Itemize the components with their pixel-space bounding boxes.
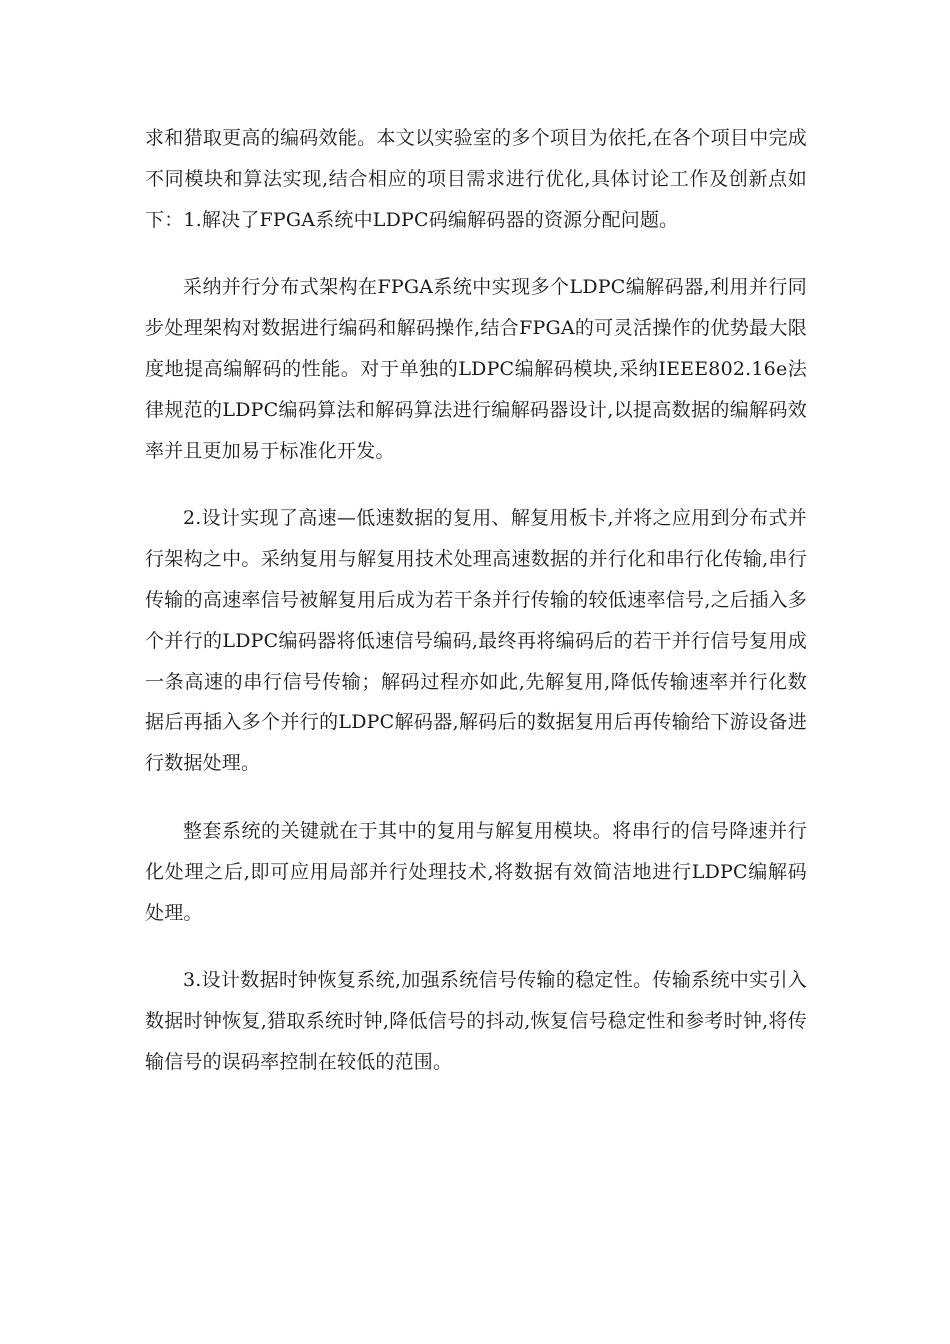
paragraph-system-key: 整套系统的关键就在于其中的复用与解复用模块。将串行的信号降速并行化处理之后,即可应用局部并行处理技术,将数据有效简洁地进行LDPC编解码处理。 <box>145 819 807 924</box>
paragraph-parallel-architecture: 采纳并行分布式架构在FPGA系统中实现多个LDPC编解码器,利用并行同步处理架构对数据进行编码和解码操作,结合FPGA的可灵活操作的优势最大限度地提高编解码的性能。对于单独的LDPC编解码模块,采纳IEEE802.16e法律规范的LDPC编码算法和解码算法进行编解码器设计,以提高数据的编解码效率并且更加易于标准化开发。 <box>145 276 807 462</box>
paragraph-continuation: 求和猎取更高的编码效能。本文以实验室的多个项目为依托,在各个项目中完成不同模块和算法实现,结合相应的项目需求进行优化,具体讨论工作及创新点如下：1.解决了FPGA系统中LDPC码编解码器的资源分配问题。 <box>145 127 807 231</box>
paragraph-mux-demux-board: 2.设计实现了高速—低速数据的复用、解复用板卡,并将之应用到分布式并行架构之中。采纳复用与解复用技术处理高速数据的并行化和串行化传输,串行传输的高速率信号被解复用后成为若干条并行传输的较低速率信号,之后插入多个并行的LDPC编码器将低速信号编码,最终再将编码后的若干并行信号复用成一条高速的串行信号传输；解码过程亦如此,先解复用,降低传输速率并行化数据后再插入多个并行的LDPC解码器,解码后的数据复用后再传输给下游设备进行数据处理。 <box>145 507 807 775</box>
paragraph-clock-recovery: 3.设计数据时钟恢复系统,加强系统信号传输的稳定性。传输系统中实引入数据时钟恢复,猎取系统时钟,降低信号的抖动,恢复信号稳定性和参考时钟,将传输信号的误码率控制在较低的范围。 <box>145 969 807 1073</box>
document-body <box>145 118 807 1110</box>
